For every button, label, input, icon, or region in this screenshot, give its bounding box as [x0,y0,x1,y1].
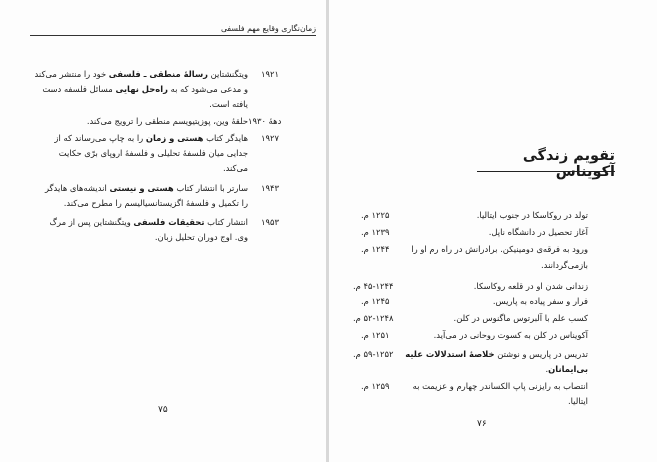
entry-line: فرار و سفر پیاده به پاریس. [492,296,588,306]
entry-line: سارتر با انتشار کتاب هستی و نیستی اندیشه‌های هایدگر [44,183,248,193]
entry-line: تولد در روکاسکا در جنوب ایتالیا. [476,210,588,220]
entry-year: ۱۲۵۱ م. [361,330,390,340]
entry-year: ۱۹۴۳ [261,183,279,193]
running-head-title: زمان‌نگاری وقایع مهم فلسفی [220,24,316,33]
left-page [0,0,326,462]
entry-line: زندانی شدن او در قلعه روکاسکا. [473,281,588,291]
entry-year: ۱۲۴۵ م. [361,296,390,306]
entry-year: ۴۵-۱۲۴۴ م. [353,281,394,291]
entry-line: جدایی میان فلسفهٔ تحلیلی و فلسفهٔ اروپای برّی حکایت [58,148,248,158]
entry-line: انتشار کتاب تحقیقات فلسفی ویتگنشتاین پس از مرگ [49,217,248,227]
entry-year: ۵۲-۱۲۴۸ م. [353,313,394,323]
chapter-title: تقویم زندگی آکویناس [522,148,615,180]
entry-line: بی‌ایمانان. [545,364,588,374]
running-head [30,21,316,36]
entry-year: دههٔ ۱۹۳۰ [248,116,282,126]
entry-line: هایدگر کتاب هستی و زمان را به چاپ می‌رساند که از [54,133,248,143]
entry-year: ۱۲۳۹ م. [361,227,390,237]
entry-line: آغاز تحصیل در دانشگاه ناپل. [488,227,588,237]
entry-line: می‌کند. [222,163,248,173]
entry-year: ۱۹۲۷ [261,133,279,143]
entry-line: و مدعی می‌شود که به راه‌حل نهایی مسائل فلسفه دست [42,84,248,94]
entry-year: ۵۹-۱۲۵۲ م. [353,349,394,359]
entry-year: ۱۲۲۵ م. [361,210,390,220]
entry-line: آکویناس در کلن به کسوت روحانی در می‌آید. [433,330,588,340]
entry-line: انتصاب به رایزنی پاپ الکساندر چهارم و عزیمت به [412,381,588,391]
entry-line: حلقهٔ وین، پوزیتیویسم منطقی را ترویج می‌کند. [86,116,248,126]
entry-line: کسب علم با آلبرتوس ماگنوس در کلن. [453,313,588,323]
entry-year: ۱۲۴۴ م. [361,244,390,254]
entry-year: ۱۲۵۹ م. [361,381,390,391]
entry-year: ۱۹۵۳ [261,217,279,227]
entry-line: ورود به فرقه‌ی دومینیکن. برادرانش در راه رم او را [411,244,588,254]
page-number: ۷۵ [158,405,168,415]
right-page [329,0,657,462]
entry-line: بازمی‌گردانند. [541,260,588,270]
entry-year: ۱۹۲۱ [261,69,279,79]
chapter-title-rule [477,171,615,172]
page-number: ۷۶ [477,419,487,429]
entry-line: یافته است. [209,99,248,109]
entry-line: ایتالیا. [567,396,588,406]
entry-line: را تکمیل و فلسفهٔ اگزیستانسیالیسم را مطرح می‌کند. [63,198,248,208]
entry-line: تدریس در پاریس و نوشتن خلاصهٔ استدلالات علیه [405,349,588,359]
entry-line: وی. اوج دوران تحلیل زبان. [154,232,248,242]
entry-line: ویتگنشتاین رسالهٔ منطقی ـ فلسفی خود را منتشر می‌کند [34,69,248,79]
